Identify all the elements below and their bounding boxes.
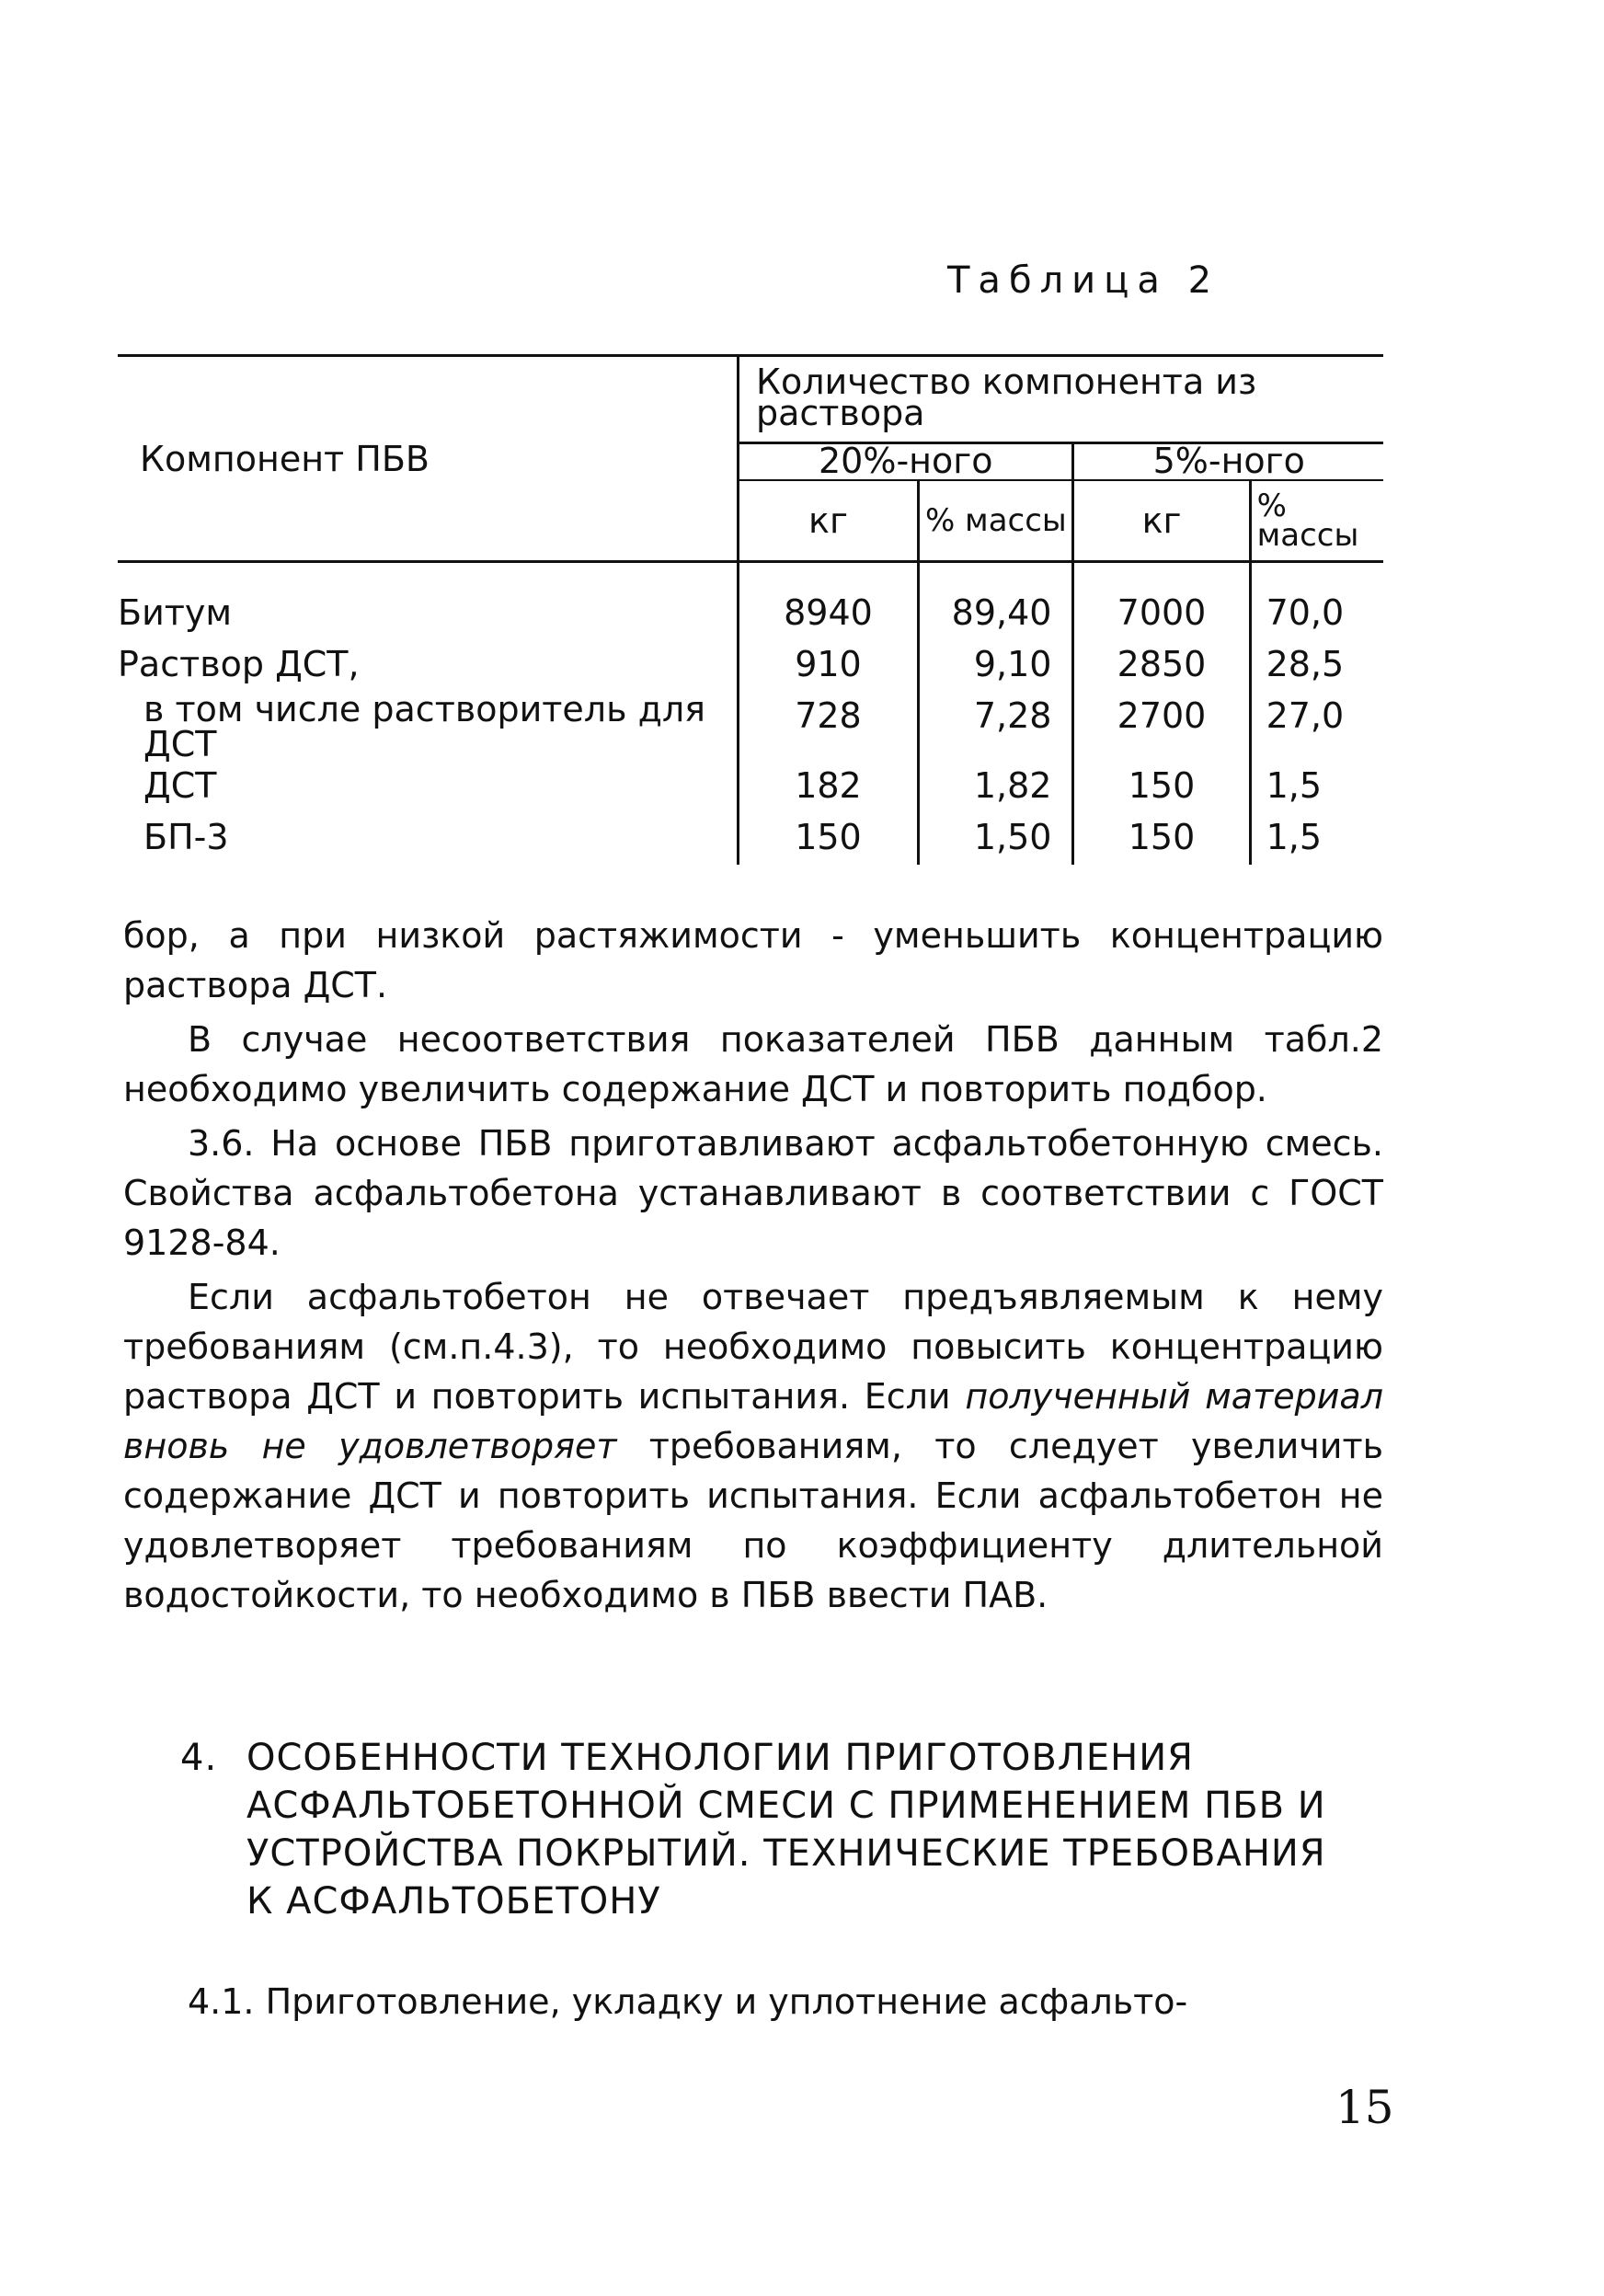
row-name: в том числе растворитель для ДСТ bbox=[143, 689, 705, 764]
cell-kg20: 910 bbox=[738, 640, 918, 692]
header-pct-20: % массы bbox=[918, 480, 1073, 562]
header-kg-20: кг bbox=[738, 480, 918, 562]
cell-kg20: 182 bbox=[738, 762, 918, 813]
page-number: 15 bbox=[1335, 2081, 1394, 2134]
row-name: БП-3 bbox=[143, 817, 229, 857]
header-conc-5: 5%-ного bbox=[1073, 443, 1383, 481]
table-caption: Таблица 2 bbox=[947, 259, 1220, 302]
section-number: 4. bbox=[180, 1737, 218, 1779]
body-text bbox=[123, 911, 1383, 1624]
section-heading bbox=[180, 1734, 1346, 1925]
paragraph-3-6: 3.6. На основе ПБВ приготавливают асфальтобетонную смесь. Свойства асфальтобетона устанавливают в соответствии с ГОСТ 9128-84. bbox=[123, 1123, 1383, 1263]
paragraph-4-italic: полученный материал вновь не удовлетворяет bbox=[123, 1376, 1384, 1466]
cell-pct20: 1,50 bbox=[918, 813, 1073, 865]
header-conc-20: 20%-ного bbox=[738, 443, 1072, 481]
cell-pct5: 70,0 bbox=[1250, 562, 1383, 641]
header-quantity: Количество компонента из раствора bbox=[738, 356, 1383, 443]
table-row bbox=[118, 692, 1383, 762]
cell-pct20: 7,28 bbox=[918, 692, 1073, 762]
row-name: Битум bbox=[118, 592, 233, 633]
cell-kg20: 150 bbox=[738, 813, 918, 865]
cell-kg5: 150 bbox=[1073, 813, 1250, 865]
paragraph-1: бор, а при низкой растяжимости - уменьшить концентрацию раствора ДСТ. bbox=[123, 915, 1383, 1005]
cell-kg5: 2700 bbox=[1073, 692, 1250, 762]
row-name: Раствор ДСТ, bbox=[118, 644, 360, 684]
row-name: ДСТ bbox=[143, 765, 217, 806]
header-pct-5: % массы bbox=[1250, 480, 1383, 562]
section-title: ОСОБЕННОСТИ ТЕХНОЛОГИИ ПРИГОТОВЛЕНИЯ АСФАЛЬТОБЕТОННОЙ СМЕСИ С ПРИМЕНЕНИЕМ ПБВ И УСТРОЙСТВА ПОКРЫТИЙ. ТЕХНИЧЕСКИЕ ТРЕБОВАНИЯ К АСФАЛЬТОБЕТОНУ bbox=[246, 1737, 1326, 1923]
paragraph-4-part-c: требованиям, то следует увеличить содержание ДСТ и повторить испытания. Если асфальтобетон не удовлетворяет требованиям по коэффициенту длительной водостойкости, то необходимо в ПБВ ввести ПАВ. bbox=[123, 1426, 1383, 1615]
cell-kg20: 8940 bbox=[738, 562, 918, 641]
table-row bbox=[118, 562, 1383, 641]
cell-pct20: 89,40 bbox=[918, 562, 1073, 641]
header-kg-5: кг bbox=[1073, 480, 1250, 562]
cell-pct20: 1,82 bbox=[918, 762, 1073, 813]
cell-pct5: 28,5 bbox=[1250, 640, 1383, 692]
table-row bbox=[118, 640, 1383, 692]
paragraph-4-1: 4.1. Приготовление, укладку и уплотнение асфальто- bbox=[188, 1981, 1188, 2022]
cell-pct5: 27,0 bbox=[1250, 692, 1383, 762]
cell-kg5: 2850 bbox=[1073, 640, 1250, 692]
paragraph-4-part-a: Если асфальтобетон не отвечает предъявляемым к нему требованиям (см.п.4.3), то необходимо повысить концентрацию раствора ДСТ и повторить испытания. Если bbox=[123, 1277, 1383, 1417]
table-row bbox=[118, 813, 1383, 865]
components-table bbox=[118, 354, 1383, 865]
cell-pct5: 1,5 bbox=[1250, 762, 1383, 813]
cell-kg5: 150 bbox=[1073, 762, 1250, 813]
cell-kg5: 7000 bbox=[1073, 562, 1250, 641]
table-row bbox=[118, 762, 1383, 813]
paragraph-2: В случае несоответствия показателей ПБВ данным табл.2 необходимо увеличить содержание ДСТ и повторить подбор. bbox=[123, 1019, 1383, 1109]
cell-kg20: 728 bbox=[738, 692, 918, 762]
cell-pct20: 9,10 bbox=[918, 640, 1073, 692]
paragraph-4 bbox=[123, 1272, 1383, 1620]
header-component: Компонент ПБВ bbox=[118, 356, 738, 562]
cell-pct5: 1,5 bbox=[1250, 813, 1383, 865]
